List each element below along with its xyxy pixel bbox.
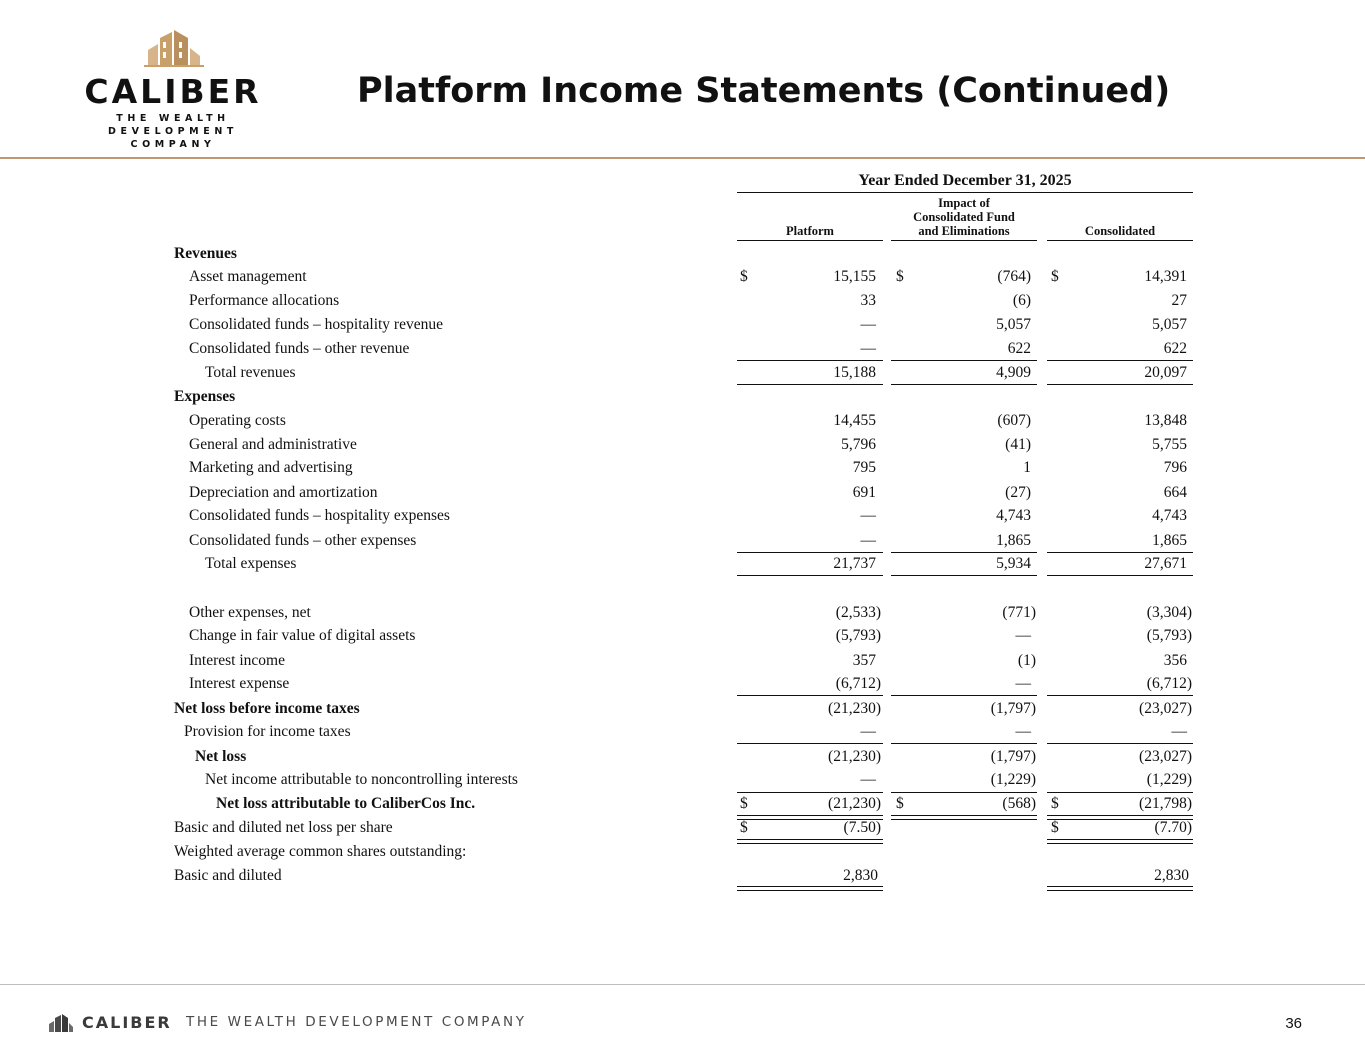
value-platform: 357: [852, 652, 876, 669]
value-consolidated: (7.70): [1154, 819, 1192, 836]
value-consolidated: (23,027): [1139, 700, 1192, 717]
table-row-washo: [0, 840, 1365, 864]
table-row-provision-tax: [0, 720, 1365, 744]
page-number: 36: [1285, 1015, 1302, 1032]
table-row-expenses: [0, 385, 1365, 409]
row-label: Asset management: [189, 268, 307, 285]
value-consolidated: 5,057: [1152, 316, 1187, 333]
value-platform: (21,230): [828, 700, 881, 717]
value-impact: (568): [1002, 795, 1036, 812]
value-platform: (7.50): [843, 819, 881, 836]
currency-symbol: $: [740, 819, 748, 836]
value-impact: (764): [997, 268, 1031, 285]
row-label: Other expenses, net: [189, 604, 311, 621]
subtotal-rule: [891, 743, 1037, 744]
table-row-nci: [0, 768, 1365, 792]
value-platform: —: [860, 340, 876, 357]
value-impact: 622: [1007, 340, 1031, 357]
table-row-marketing: [0, 456, 1365, 480]
row-label: Net loss: [195, 748, 247, 765]
value-impact: (607): [997, 412, 1031, 429]
footer-divider: [0, 984, 1365, 985]
table-row-other-expenses-net: [0, 601, 1365, 625]
value-impact: —: [1015, 627, 1031, 644]
currency-symbol: $: [1051, 795, 1059, 812]
table-row-eps: [0, 816, 1365, 840]
row-label: Operating costs: [189, 412, 286, 429]
value-impact: 1,865: [996, 532, 1031, 549]
value-consolidated: 664: [1163, 484, 1187, 501]
currency-symbol: $: [740, 268, 748, 285]
value-impact: 1: [1023, 459, 1031, 476]
row-label: Interest expense: [189, 675, 290, 692]
value-platform: 2,830: [843, 867, 878, 884]
currency-symbol: $: [740, 795, 748, 812]
logo-tagline: [48, 112, 298, 151]
table-row-general-admin: [0, 433, 1365, 457]
col-underline-platform: [737, 240, 883, 241]
caliber-building-icon: [48, 1013, 74, 1033]
currency-symbol: $: [896, 795, 904, 812]
row-label: Revenues: [174, 245, 237, 262]
value-impact: (771): [1002, 604, 1036, 621]
row-label: Provision for income taxes: [184, 723, 351, 740]
row-label: Total expenses: [205, 555, 297, 572]
table-row-cf-other-expenses: [0, 529, 1365, 553]
table-row-interest-expense: [0, 672, 1365, 696]
col-header-impact-line-3: and Eliminations: [918, 224, 1010, 238]
table-row-fair-value-digital: [0, 624, 1365, 648]
col-underline-impact: [891, 240, 1037, 241]
col-header-consolidated: Consolidated: [1084, 224, 1156, 238]
value-platform: 21,737: [833, 555, 876, 572]
double-rule: [1047, 886, 1193, 891]
row-label: Expenses: [174, 388, 236, 405]
value-impact: (27): [1005, 484, 1031, 501]
header-divider: [0, 157, 1365, 159]
currency-symbol: $: [1051, 819, 1059, 836]
value-impact: —: [1015, 675, 1031, 692]
row-label: Consolidated funds – other expenses: [189, 532, 417, 549]
value-impact: (1,797): [990, 748, 1036, 765]
table-row-net-loss-caliber: [0, 792, 1365, 816]
total-rule: [1047, 575, 1193, 576]
value-impact: 4,743: [996, 507, 1031, 524]
row-label: Net income attributable to noncontrolling interests: [205, 771, 518, 788]
table-row-cf-hospitality-expenses: [0, 504, 1365, 528]
period-header: Year Ended December 31, 2025: [858, 172, 1072, 189]
table-row-net-loss: [0, 745, 1365, 769]
value-platform: 691: [852, 484, 876, 501]
value-consolidated: 5,755: [1152, 436, 1187, 453]
value-consolidated: (3,304): [1146, 604, 1192, 621]
row-label: Consolidated funds – hospitality expenses: [189, 507, 450, 524]
value-consolidated: (23,027): [1139, 748, 1192, 765]
value-consolidated: —: [1171, 723, 1187, 740]
table-row-revenues: [0, 242, 1365, 266]
footer-brand: CALIBER: [82, 1013, 172, 1032]
caliber-building-icon: [144, 28, 204, 68]
value-consolidated: 796: [1163, 459, 1187, 476]
value-platform: —: [860, 316, 876, 333]
row-label: Basic and diluted net loss per share: [174, 819, 393, 836]
value-consolidated: 13,848: [1144, 412, 1187, 429]
row-label: Net loss before income taxes: [174, 700, 360, 717]
value-platform: —: [860, 532, 876, 549]
caliber-logo: [48, 28, 298, 148]
table-row-operating-costs: [0, 409, 1365, 433]
subtotal-rule: [737, 743, 883, 744]
table-row-depreciation: [0, 481, 1365, 505]
value-consolidated: 356: [1163, 652, 1187, 669]
value-platform: 33: [860, 292, 876, 309]
total-rule: [891, 575, 1037, 576]
value-consolidated: 27: [1171, 292, 1187, 309]
value-consolidated: (1,229): [1146, 771, 1192, 788]
col-underline-consolidated: [1047, 240, 1193, 241]
value-platform: —: [860, 507, 876, 524]
subtotal-rule: [737, 695, 883, 696]
value-impact: 4,909: [996, 364, 1031, 381]
period-underline: [737, 192, 1193, 193]
value-impact: (1): [1017, 652, 1036, 669]
value-consolidated: 622: [1163, 340, 1187, 357]
row-label: Basic and diluted: [174, 867, 282, 884]
value-platform: (2,533): [835, 604, 881, 621]
value-platform: 795: [852, 459, 876, 476]
row-label: Consolidated funds – hospitality revenue: [189, 316, 443, 333]
value-platform: (5,793): [835, 627, 881, 644]
row-label: Total revenues: [205, 364, 296, 381]
logo-tagline-line-2: COMPANY: [130, 139, 216, 150]
value-platform: 15,188: [833, 364, 876, 381]
double-rule: [737, 886, 883, 891]
value-consolidated: 14,391: [1144, 268, 1187, 285]
row-label: Marketing and advertising: [189, 459, 353, 476]
value-consolidated: 1,865: [1152, 532, 1187, 549]
logo-wordmark: CALIBER: [84, 72, 262, 111]
value-consolidated: 27,671: [1144, 555, 1187, 572]
value-consolidated: 4,743: [1152, 507, 1187, 524]
value-impact: (1,797): [990, 700, 1036, 717]
row-label: Interest income: [189, 652, 285, 669]
value-impact: (41): [1005, 436, 1031, 453]
subtotal-rule: [1047, 743, 1193, 744]
currency-symbol: $: [1051, 268, 1059, 285]
col-header-impact: [891, 196, 1037, 238]
total-rule: [737, 575, 883, 576]
col-header-platform: Platform: [786, 224, 834, 238]
value-impact: —: [1015, 723, 1031, 740]
value-impact: (1,229): [990, 771, 1036, 788]
table-row-asset-management: [0, 265, 1365, 289]
value-impact: (6): [1012, 292, 1031, 309]
table-row-net-loss-before-tax: [0, 697, 1365, 721]
subtotal-rule: [1047, 695, 1193, 696]
currency-symbol: $: [896, 268, 904, 285]
row-label: General and administrative: [189, 436, 357, 453]
table-row-interest-income: [0, 649, 1365, 673]
col-header-impact-line-1: Impact of: [938, 196, 990, 210]
row-label: Performance allocations: [189, 292, 340, 309]
logo-tagline-line-1: THE WEALTH DEVELOPMENT: [108, 113, 238, 137]
subtotal-rule: [891, 695, 1037, 696]
value-consolidated: (5,793): [1146, 627, 1192, 644]
value-platform: —: [860, 723, 876, 740]
value-impact: 5,934: [996, 555, 1031, 572]
value-consolidated: (21,798): [1139, 795, 1192, 812]
table-row-cf-other-revenue: [0, 337, 1365, 361]
row-label: Change in fair value of digital assets: [189, 627, 416, 644]
value-platform: (6,712): [835, 675, 881, 692]
value-impact: 5,057: [996, 316, 1031, 333]
value-platform: —: [860, 771, 876, 788]
value-platform: 5,796: [841, 436, 876, 453]
row-label: Net loss attributable to CaliberCos Inc.: [216, 795, 476, 812]
value-platform: (21,230): [828, 748, 881, 765]
value-platform: 14,455: [833, 412, 876, 429]
table-row-total-expenses: [0, 552, 1365, 576]
value-platform: (21,230): [828, 795, 881, 812]
row-label: Depreciation and amortization: [189, 484, 378, 501]
table-row-total-revenues: [0, 361, 1365, 385]
value-consolidated: (6,712): [1146, 675, 1192, 692]
table-row-cf-hospitality-revenue: [0, 313, 1365, 337]
row-label: Consolidated funds – other revenue: [189, 340, 410, 357]
row-label: Weighted average common shares outstanding:: [174, 843, 467, 860]
value-platform: 15,155: [833, 268, 876, 285]
value-consolidated: 2,830: [1154, 867, 1189, 884]
footer-tagline: THE WEALTH DEVELOPMENT COMPANY: [186, 1014, 527, 1030]
table-row-performance-allocations: [0, 289, 1365, 313]
value-consolidated: 20,097: [1144, 364, 1187, 381]
table-row-basic-diluted: [0, 864, 1365, 888]
page-title: Platform Income Statements (Continued): [357, 71, 1171, 111]
col-header-impact-line-2: Consolidated Fund: [913, 210, 1015, 224]
